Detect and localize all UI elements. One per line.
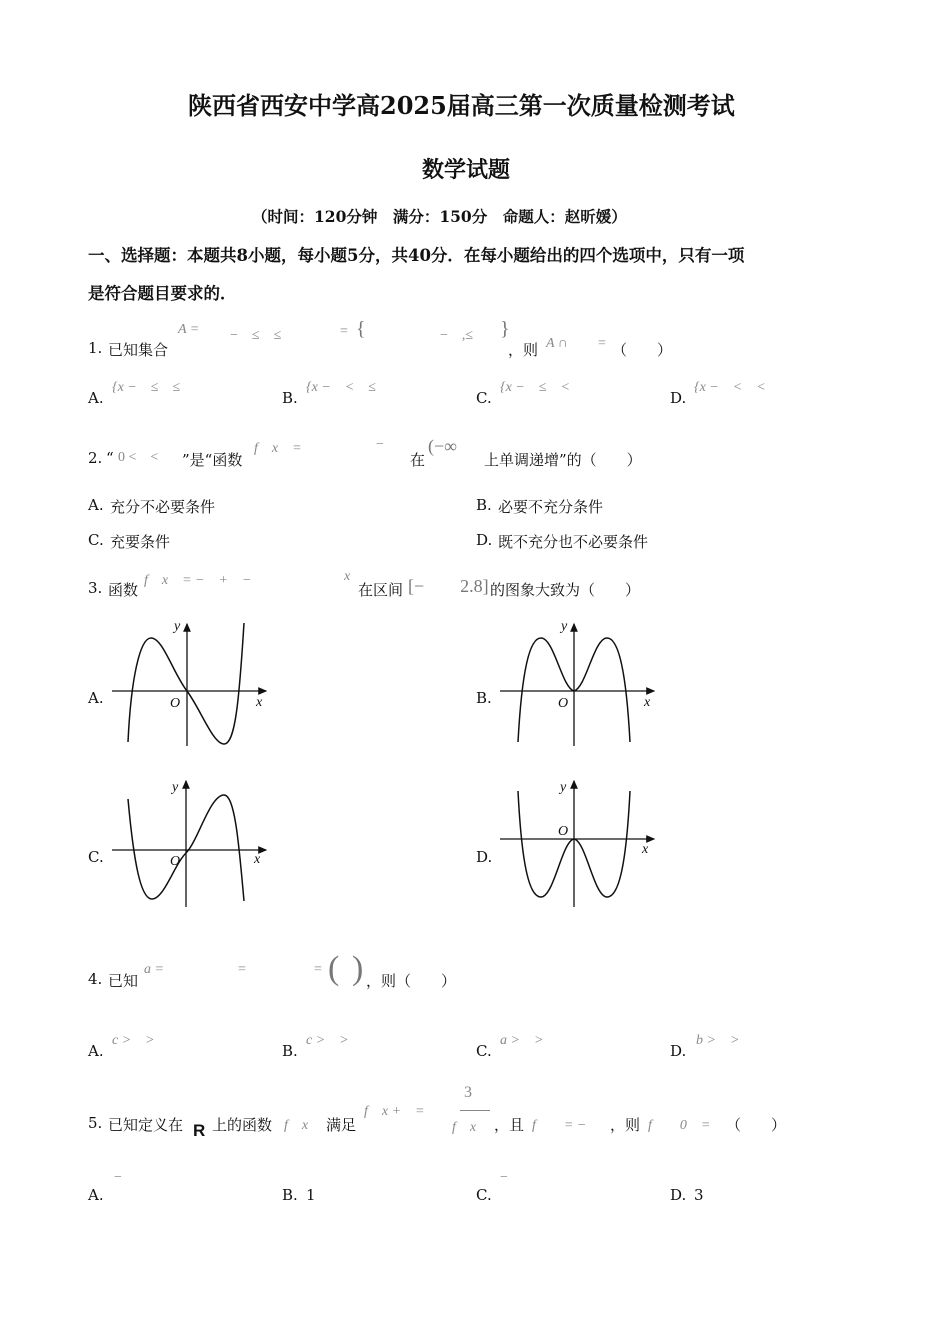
q1-option-b-label: B. — [282, 389, 298, 407]
q3-graph-d-label: D. — [476, 848, 493, 866]
q4-option-a-label: A. — [88, 1042, 104, 1060]
q1-formula-e: A ∩ — [546, 336, 568, 351]
q1-brace: { — [356, 318, 366, 340]
q5-given: f = − — [532, 1118, 587, 1133]
q1-option-c-label: C. — [476, 389, 492, 407]
q3-number: 3. — [88, 579, 103, 597]
graph-a-y-label: y — [174, 619, 181, 634]
q1-option-a-text: {x − ≤ ≤ — [112, 380, 181, 395]
q5-option-a-text: − — [114, 1170, 122, 1185]
graph-a-x-label: x — [256, 695, 263, 710]
q4-option-c-text: a > > — [500, 1033, 544, 1048]
q1-formula-d: − ,≤ — [440, 328, 474, 343]
q4-formula-a: a = — [144, 962, 164, 977]
q2-option-c-text: 充要条件 — [110, 533, 171, 551]
exam-meta: （时间：120分钟 满分：150分 命题人：赵昕媛） — [252, 207, 627, 226]
q2-open-quote: “ — [106, 449, 114, 467]
q2-interval: (−∞ — [428, 436, 457, 456]
q3-prefix: 函数 — [108, 581, 139, 599]
q1-option-d-label: D. — [670, 389, 687, 407]
q2-tail: 上单调递增”的（ ） — [484, 451, 642, 469]
graph-d-x-label: x — [642, 842, 649, 857]
graph-a-curve — [128, 623, 244, 744]
q2-minus: − — [376, 437, 384, 452]
graph-b-origin: O — [558, 696, 569, 711]
q3-interval: [− 2.8] — [408, 576, 489, 596]
q3-graph-a — [108, 618, 273, 748]
q5-option-d-label: D. — [670, 1186, 687, 1204]
q4-prefix: 已知 — [108, 972, 139, 990]
q4-option-c-label: C. — [476, 1042, 492, 1060]
q5-lhs: f x + = — [364, 1104, 425, 1119]
q5-and: ，且 — [494, 1116, 525, 1134]
q5-fraction-bar — [460, 1110, 490, 1111]
q5-then: ，则 — [610, 1116, 641, 1134]
q3-graph-a-label: A. — [88, 689, 104, 707]
q3-graph-b-label: B. — [476, 689, 492, 707]
q5-option-b-text: 1 — [306, 1186, 316, 1204]
section-heading-line2: 是符合题目要求的． — [88, 284, 237, 303]
q1-paren: （ ） — [612, 341, 673, 359]
q4-option-b-text: c > > — [306, 1033, 349, 1048]
q5-numerator: 3 — [464, 1084, 472, 1101]
q3-interval-text: 在区间 — [358, 581, 404, 599]
q1-option-d-text: {x − < < — [694, 380, 766, 395]
q3-function: f x = − + − — [144, 573, 252, 588]
graph-d-y-label: y — [560, 780, 567, 795]
q5-mid: 上的函数 — [212, 1116, 273, 1134]
exam-subtitle: 数学试题 — [422, 157, 511, 183]
graph-d-origin: O — [558, 824, 569, 839]
q1-brace-close: } — [500, 318, 510, 340]
q5-option-b-label: B. — [282, 1186, 298, 1204]
q1-formula-c: = — [340, 324, 348, 339]
exam-title: 陕西省西安中学高2025届高三第一次质量检测考试 — [188, 91, 735, 120]
q4-option-d-label: D. — [670, 1042, 687, 1060]
q4-formula-b: = — [238, 962, 246, 977]
q3-x: x — [344, 569, 351, 584]
q2-zai: 在 — [410, 451, 426, 469]
q1-formula-a: A = — [178, 322, 200, 337]
q2-mid: ”是“函数 — [182, 451, 243, 469]
q2-option-a-label: A. — [88, 496, 104, 514]
q2-condition: 0 < < — [118, 450, 159, 465]
q4-paren-close: ) — [352, 950, 364, 987]
q5-denominator: f x — [452, 1120, 477, 1135]
graph-a-origin: O — [170, 696, 181, 711]
graph-c-x-label: x — [254, 852, 261, 867]
q3-graph-c-label: C. — [88, 848, 104, 866]
q2-option-d-text: 既不充分也不必要条件 — [498, 533, 649, 551]
graph-c-y-label: y — [172, 780, 179, 795]
q4-option-b-label: B. — [282, 1042, 298, 1060]
graph-b-y-label: y — [561, 619, 568, 634]
q5-prefix: 已知定义在 — [108, 1116, 184, 1134]
q5-option-c-text: − — [500, 1170, 508, 1185]
q5-satisfy: 满足 — [326, 1116, 357, 1134]
q1-formula-b: − ≤ ≤ — [230, 328, 282, 343]
q1-then: ，则 — [508, 341, 539, 359]
q5-option-d-text: 3 — [694, 1186, 704, 1204]
q2-option-b-label: B. — [476, 496, 492, 514]
q2-number: 2. — [88, 449, 103, 467]
q4-option-d-text: b > > — [696, 1033, 740, 1048]
q2-option-b-text: 必要不充分条件 — [498, 498, 604, 516]
q5-paren: （ ） — [726, 1116, 787, 1134]
q4-option-a-text: c > > — [112, 1033, 155, 1048]
q1-formula-f: = — [598, 336, 606, 351]
q5-option-c-label: C. — [476, 1186, 492, 1204]
graph-c-origin: O — [170, 854, 181, 869]
q4-tail: ，则（ ） — [366, 972, 457, 990]
q1-prefix: 已知集合 — [108, 341, 169, 359]
q1-number: 1. — [88, 339, 103, 357]
q4-paren-open: ( — [328, 950, 340, 987]
q4-formula-c: = — [314, 962, 322, 977]
q5-function: f x — [284, 1118, 309, 1133]
q5-number: 5. — [88, 1114, 103, 1132]
section-heading-line1: 一、选择题：本题共8小题，每小题5分，共40分．在每小题给出的四个选项中，只有一项 — [88, 246, 745, 265]
q3-graph-d — [496, 775, 661, 910]
q5-ask: f 0 = — [648, 1118, 711, 1133]
q1-option-c-text: {x − ≤ < — [500, 380, 570, 395]
q3-graph-b — [496, 618, 661, 748]
q2-option-a-text: 充分不必要条件 — [110, 498, 216, 516]
q1-option-b-text: {x − < ≤ — [306, 380, 376, 395]
q4-number: 4. — [88, 970, 103, 988]
q1-option-a-label: A. — [88, 389, 104, 407]
q2-function: f x = — [254, 441, 302, 456]
graph-b-x-label: x — [644, 695, 651, 710]
q2-option-c-label: C. — [88, 531, 104, 549]
q3-graph-c — [108, 775, 273, 910]
q2-option-d-label: D. — [476, 531, 493, 549]
q5-real-set: R — [193, 1121, 206, 1140]
q5-option-a-label: A. — [88, 1186, 104, 1204]
q3-tail: 的图象大致为（ ） — [490, 581, 641, 599]
